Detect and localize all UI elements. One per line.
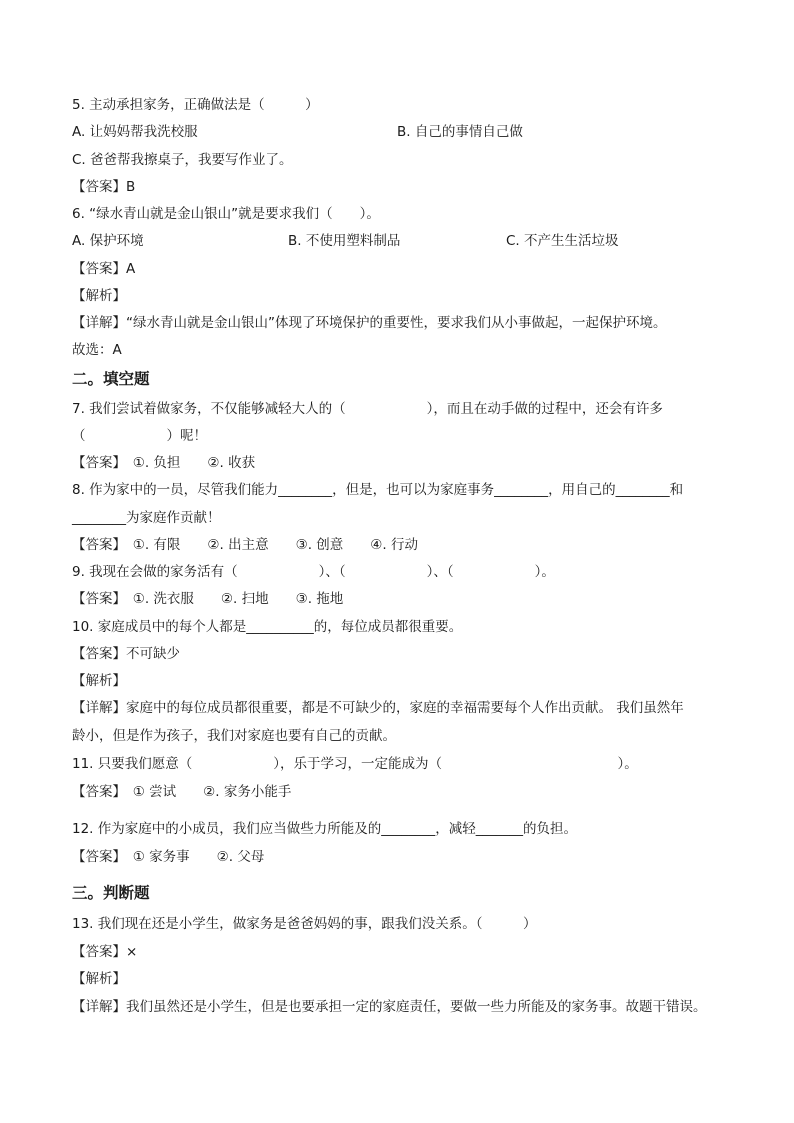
q6-analysis-label: 【解析】: [72, 288, 126, 304]
q6-option-b: B. 不使用塑料制品: [288, 233, 401, 249]
q5-option-c: C. 爸爸帮我擦桌子，我要写作业了。: [72, 152, 293, 168]
q8-answer: 【答案】 ①. 有限 ②. 出主意 ③. 创意 ④. 行动: [72, 537, 418, 553]
q13-analysis-label: 【解析】: [72, 971, 126, 987]
q9-stem: 9. 我现在会做的家务活有（ ）、（ ）、（ ）。: [72, 564, 555, 580]
q5-option-a: A. 让妈妈帮我洗校服: [72, 124, 198, 140]
q8-stem-line1: 8. 作为家中的一员，尽管我们能力________，但是，也可以为家庭事务________，用自己的________和: [72, 482, 684, 498]
q12-answer: 【答案】 ① 家务事 ②. 父母: [72, 849, 265, 865]
q8-stem-line2: ________为家庭作贡献！: [72, 510, 221, 526]
q10-stem: 10. 家庭成员中的每个人都是__________的，每位成员都很重要。: [72, 619, 463, 635]
q10-answer: 【答案】不可缺少: [72, 646, 180, 662]
q10-detail-line2: 龄小，但是作为孩子，我们对家庭也要有自己的贡献。: [72, 728, 396, 744]
q13-stem: 13. 我们现在还是小学生，做家务是爸爸妈妈的事，跟我们没关系。（ ）: [72, 916, 537, 932]
q7-stem-line1: 7. 我们尝试着做家务，不仅能够减轻大人的（ ），而且在动手做的过程中，还会有许多: [72, 401, 663, 417]
q11-answer: 【答案】 ① 尝试 ②. 家务小能手: [72, 784, 292, 800]
q12-stem: 12. 作为家庭中的小成员，我们应当做些力所能及的________，减轻_______的负担。: [72, 821, 578, 837]
q5-option-b: B. 自己的事情自己做: [397, 124, 523, 140]
q7-stem-line2: （ ）呢！: [72, 428, 207, 444]
section-3-title: 三。判断题: [72, 884, 150, 902]
q6-stem: 6. “绿水青山就是金山银山”就是要求我们（ ）。: [72, 206, 380, 222]
q11-stem: 11. 只要我们愿意（ ），乐于学习，一定能成为（ ）。: [72, 756, 638, 772]
q7-answer: 【答案】 ①. 负担 ②. 收获: [72, 455, 256, 471]
q13-answer: 【答案】×: [72, 944, 138, 960]
q5-answer: 【答案】B: [72, 179, 136, 195]
q5-stem: 5. 主动承担家务，正确做法是（ ）: [72, 97, 319, 113]
q6-choice: 故选：A: [72, 342, 122, 358]
q10-detail-line1: 【详解】家庭中的每位成员都很重要，都是不可缺少的，家庭的幸福需要每个人作出贡献。 我们虽然年: [72, 700, 684, 716]
q10-analysis-label: 【解析】: [72, 673, 126, 689]
q6-option-c: C. 不产生生活垃圾: [506, 233, 619, 249]
q9-answer: 【答案】 ①. 洗衣服 ②. 扫地 ③. 拖地: [72, 591, 344, 607]
section-2-title: 二。填空题: [72, 370, 150, 388]
q6-detail: 【详解】“绿水青山就是金山银山”体现了环境保护的重要性，要求我们从小事做起，一起保护环境。: [72, 315, 667, 331]
q6-answer: 【答案】A: [72, 261, 136, 277]
q6-option-a: A. 保护环境: [72, 233, 144, 249]
q13-detail: 【详解】我们虽然还是小学生，但是也要承担一定的家庭责任，要做一些力所能及的家务事。故题干错误。: [72, 999, 707, 1015]
